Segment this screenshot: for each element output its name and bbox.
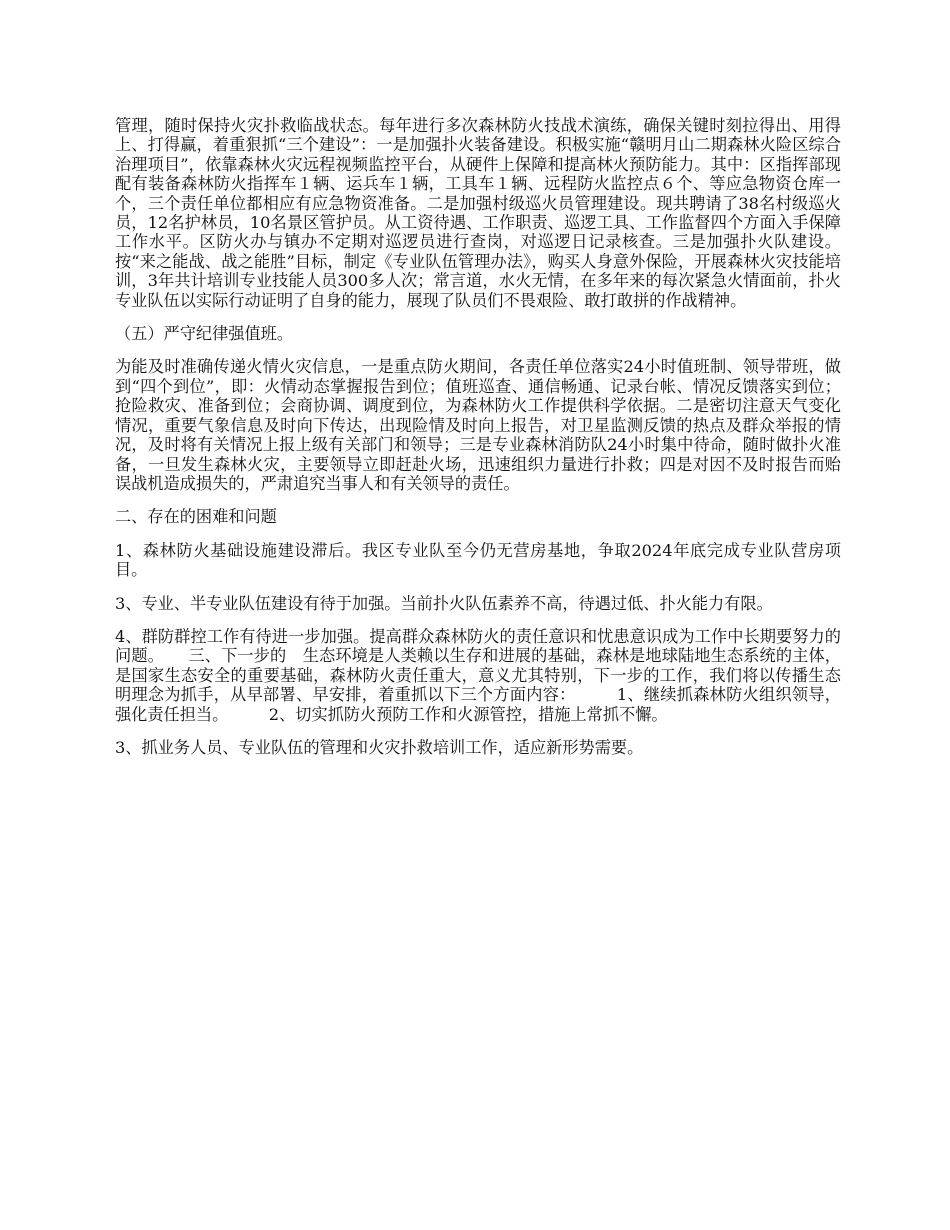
paragraph-next-step-training: 3、抓业务人员、专业队伍的管理和火灾扑救培训工作，适应新形势需要。 (115, 737, 644, 757)
paragraph-problem-team-building: 3、专业、半专业队伍建设有待于加强。当前扑火队伍素养不高，待遇过低、扑火能力有限。 (115, 593, 773, 613)
section-heading-problems: 二、存在的困难和问题 (115, 507, 277, 527)
section-heading-discipline-duty: （五）严守纪律强值班。 (115, 324, 294, 344)
paragraph-problem-infrastructure: 1、森林防火基础设施建设滞后。我区专业队至今仍无营房基地，争取2024年底完成专业队营房项目。 (115, 540, 841, 580)
paragraph-equipment-and-teams: 管理，随时保持火灾扑救临战状态。每年进行多次森林防火技战术演练，确保关键时刻拉得出、用得上、打得赢，着重狠抓“三个建设”：一是加强扑火装备建设。积极实施“赣明月山二期森林火险区综合治理项目”，依靠森林火灾远程视频监控平台，从硬件上保障和提高林火预防能力。其中：区指挥部现配有装备森林防火指挥车１辆、运兵车１辆，工具车１辆、远程防火监控点６个、等应急物资仓库一个，三个责任单位都相应有应急物资准备。二是加强村级巡火员管理建设。现共聘请了38名村级巡火员，12名护林员，10名景区管护员。从工资待遇、工作职责、巡逻工具、工作监督四个方面入手保障工作水平。区防火办与镇办不定期对巡逻员进行查岗，对巡逻日记录核查。三是加强扑火队建设。按“来之能战、战之能胜”目标，制定《专业队伍管理办法》，购买人身意外保险，开展森林火灾技能培训，3年共计培训专业技能人员300多人次；常言道，水火无情，在多年来的每次紧急火情面前，扑火专业队伍以实际行动证明了自身的能力，展现了队员们不畏艰险、敢打敢拼的作战精神。 (115, 116, 841, 310)
paragraph-problem-prevention-and-next-steps: 4、群防群控工作有待进一步加强。提高群众森林防火的责任意识和忧患意识成为工作中长期要努力的问题。 三、下一步的 生态环境是人类赖以生存和进展的基础，森林是地球陆地生态系统的主体，是国家生态安全的重要基础，森林防火责任重大，意义尤其特别，下一步的工作，我们将以传播生态明理念为抓手，从早部署、早安排，着重抓以下三个方面内容： 1、继续抓森林防火组织领导，强化责任担当。 2、切实抓防火预防工作和火源管控，措施上常抓不懈。 (115, 626, 841, 724)
paragraph-duty-system: 为能及时准确传递火情火灾信息，一是重点防火期间，各责任单位落实24小时值班制、领导带班，做到“四个到位”，即：火情动态掌握报告到位；值班巡查、通信畅通、记录台帐、情况反馈落实到位；抢险救灾、准备到位；会商协调、调度到位，为森林防火工作提供科学依据。二是密切注意天气变化情况，重要气象信息及时向下传达，出现险情及时向上报告，对卫星监测反馈的热点及群众举报的情况，及时将有关情况上报上级有关部门和领导；三是专业森林消防队24小时集中待命，随时做扑火准备，一旦发生森林火灾，主要领导立即赶赴火场，迅速组织力量进行扑救；四是对因不及时报告而贻误战机造成损失的，严肃追究当事人和有关领导的责任。 (115, 357, 841, 493)
document-body (115, 116, 841, 771)
